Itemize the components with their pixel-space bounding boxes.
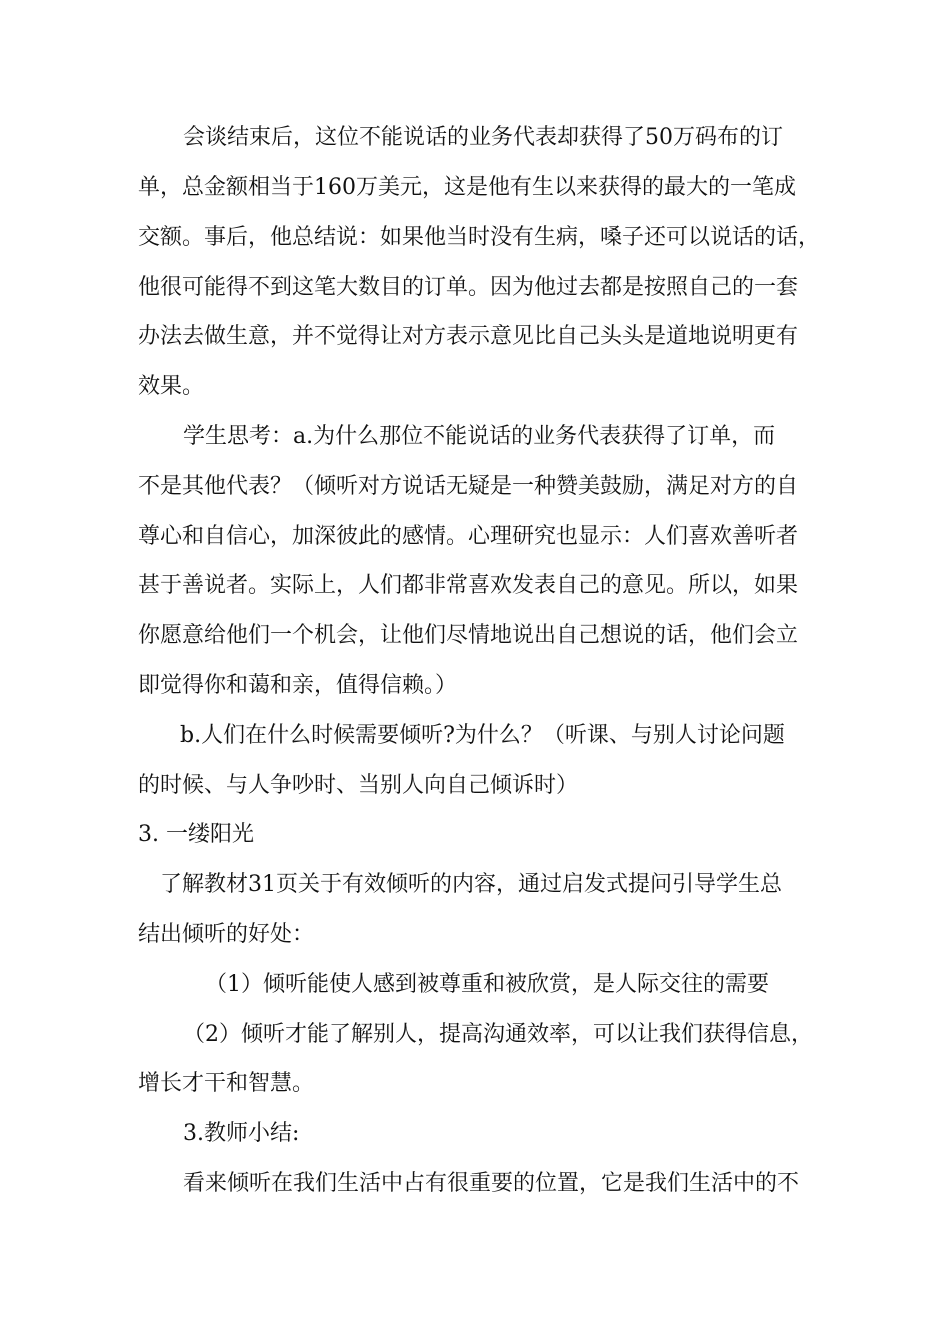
question-b-line: b.人们在什么时候需要倾听?为什么？（听课、与别人讨论问题 [180, 723, 785, 748]
paragraph-line: 结出倾听的好处： [138, 922, 315, 947]
paragraph-line: 效果。 [138, 374, 205, 399]
paragraph-line: 了解教材31页关于有效倾听的内容，通过启发式提问引导学生总 [160, 872, 782, 897]
paragraph-line: 的时候、与人争吵时、当别人向自己倾诉时） [138, 773, 579, 798]
question-a-line: 学生思考：a.为什么那位不能说话的业务代表获得了订单，而 [183, 424, 776, 449]
paragraph-line: 单，总金额相当于160万美元，这是他有生以来获得的最大的一笔成 [138, 175, 796, 200]
paragraph-line: 尊心和自信心，加深彼此的感情。心理研究也显示：人们喜欢善听者 [138, 524, 799, 549]
paragraph-line: 他很可能得不到这笔大数目的订单。因为他过去都是按照自己的一套 [138, 275, 799, 300]
subsection-heading: 3.教师小结: [183, 1121, 300, 1146]
paragraph-line: 办法去做生意，并不觉得让对方表示意见比自己头头是道地说明更有 [138, 324, 799, 349]
paragraph-line: 增长才干和智慧。 [138, 1071, 315, 1096]
list-item-1: （1）倾听能使人感到被尊重和被欣赏，是人际交往的需要 [205, 972, 769, 997]
paragraph-line: 你愿意给他们一个机会，让他们尽情地说出自己想说的话，他们会立 [138, 623, 799, 648]
paragraph-line: 看来倾听在我们生活中占有很重要的位置，它是我们生活中的不 [183, 1171, 800, 1196]
list-item-2: （2）倾听才能了解别人，提高沟通效率，可以让我们获得信息， [183, 1022, 813, 1047]
paragraph-line: 即觉得你和蔼和亲，值得信赖。） [138, 673, 458, 698]
section-heading: 3. 一缕阳光 [138, 822, 254, 847]
paragraph-line: 交额。事后，他总结说：如果他当时没有生病，嗓子还可以说话的话， [138, 225, 821, 250]
paragraph-line: 甚于善说者。实际上，人们都非常喜欢发表自己的意见。所以，如果 [138, 573, 799, 598]
paragraph-line: 会谈结束后，这位不能说话的业务代表却获得了50万码布的订 [183, 125, 783, 150]
paragraph-line: 不是其他代表？（倾听对方说话无疑是一种赞美鼓励，满足对方的自 [138, 474, 799, 499]
